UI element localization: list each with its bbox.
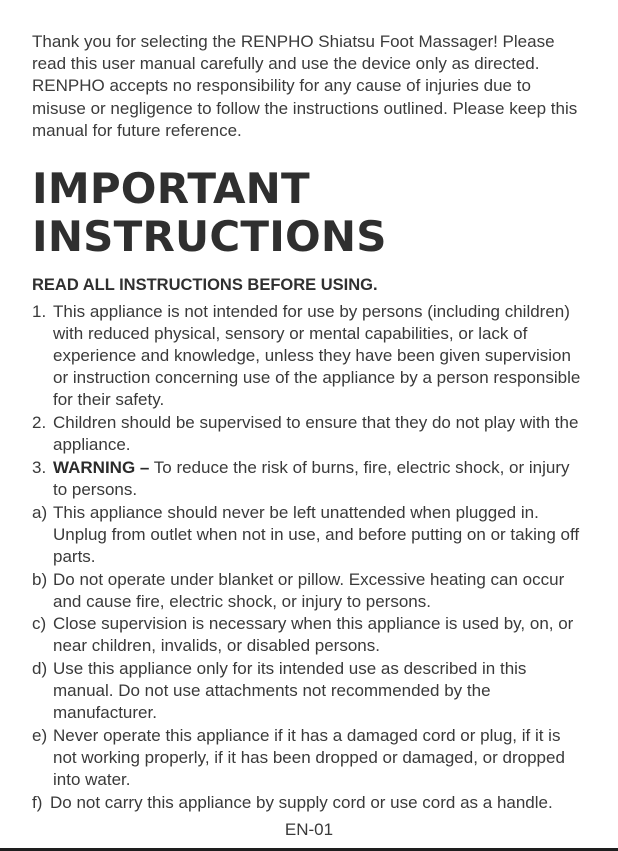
list-marker: 3. — [32, 457, 47, 477]
page-number: EN-01 — [284, 820, 334, 839]
list-item-text — [53, 457, 588, 501]
list-item — [32, 457, 588, 501]
list-marker: d) — [32, 659, 48, 679]
list-marker: c) — [32, 614, 47, 634]
list-item — [32, 412, 588, 456]
list-item-text: This appliance should never be left unattended when plugged in. Unplug from outlet when not in use, and before putting on or taking off parts. — [53, 502, 580, 566]
list-item-text: This appliance is not intended for use by persons (including children) with reduced physical, sensory or mental capabilities, or lack of experience and knowledge, unless they have been given supervision or instruction concerning use of the appliance by a person responsible for their safety. — [53, 302, 581, 410]
warning-label: WARNING – — [53, 457, 150, 477]
list-marker: a) — [32, 502, 48, 522]
list-item-text: Use this appliance only for its intended use as described in this manual. Do not use attachments not recommended by the manufacturer. — [53, 659, 527, 723]
subheading: READ ALL INSTRUCTIONS BEFORE USING. — [32, 276, 378, 295]
list-marker: f) — [32, 792, 43, 812]
list-item-text: Children should be supervised to ensure that they do not play with the appliance. — [53, 413, 579, 455]
list-item — [32, 658, 588, 724]
page-title — [32, 165, 588, 261]
list-item — [32, 301, 588, 411]
list-item — [32, 725, 588, 791]
list-item — [32, 792, 588, 814]
list-marker: e) — [32, 725, 48, 745]
list-marker: 2. — [32, 413, 47, 433]
list-item — [32, 569, 588, 613]
title-line-2: INSTRUCTIONS — [32, 212, 387, 262]
warning-text: To reduce the risk of burns, fire, electric shock, or injury to persons. — [53, 457, 570, 499]
list-item-text: Close supervision is necessary when this appliance is used by, on, or near children, invalids, or disabled persons. — [53, 614, 574, 656]
list-marker: b) — [32, 569, 48, 589]
intro-paragraph: Thank you for selecting the RENPHO Shiatsu Foot Massager! Please read this user manual carefully and use the device only as directed. RENPHO accepts no responsibility for any cause of injuries due to misuse or negligence to follow the instructions outlined. Please keep this manual for future reference. — [32, 32, 578, 140]
list-marker: 1. — [32, 302, 47, 322]
list-item-text: Do not carry this appliance by supply cord or use cord as a handle. — [50, 792, 553, 812]
title-line-1: IMPORTANT — [32, 164, 310, 214]
instructions-list — [32, 301, 588, 814]
list-item-text: Never operate this appliance if it has a damaged cord or plug, if it is not working properly, if it has been dropped or damaged, or dropped into water. — [53, 725, 565, 790]
list-item — [32, 502, 588, 568]
list-item-text: Do not operate under blanket or pillow. Excessive heating can occur and cause fire, electric shock, or injury to persons. — [53, 569, 565, 611]
list-item — [32, 613, 588, 657]
